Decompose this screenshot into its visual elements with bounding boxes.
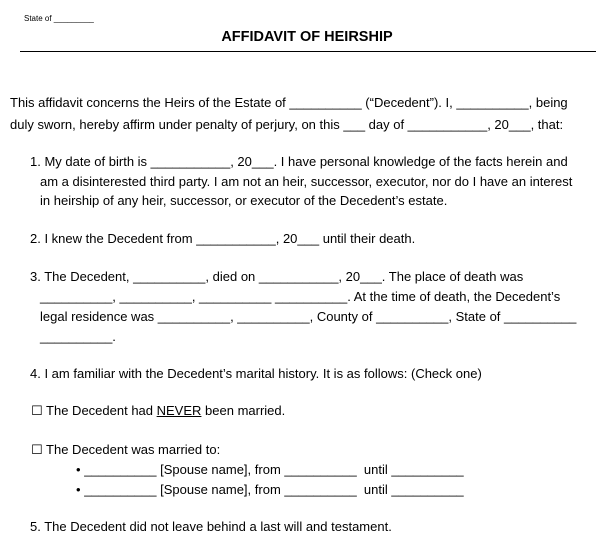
spouse-entry-text: __________ [Spouse name], from __________ until __________ — [84, 462, 464, 477]
item-2-paragraph: 2. I knew the Decedent from ___________, 20___ until their death. — [30, 231, 416, 246]
item-line: in heirship of any heir, successor, or executor of the Decedent’s estate. — [40, 193, 448, 208]
item-4-paragraph: 4. I am familiar with the Decedent’s marital history. It is as follows: (Check one) — [30, 366, 482, 381]
intro-line: This affidavit concerns the Heirs of the Estate of __________ (“Decedent”). I, __________, being — [10, 95, 568, 110]
bullet-icon: • — [76, 482, 81, 497]
spouse-list-item — [76, 480, 464, 499]
option-text: The Decedent had — [46, 403, 157, 418]
item-line: 3. The Decedent, __________, died on ___________, 20___. The place of death was — [30, 269, 524, 284]
state-of-field: State of _________ — [24, 14, 94, 23]
item-line: __________, __________, __________ __________. At the time of death, the Decedent’s — [40, 289, 561, 304]
option-text: been married. — [201, 403, 286, 418]
option-text: The Decedent was married to: — [46, 442, 221, 457]
bullet-icon: • — [76, 462, 81, 477]
checkbox-icon[interactable]: ☐ — [31, 403, 43, 418]
spouse-list-item — [76, 460, 464, 479]
checkbox-option-never-married[interactable] — [31, 401, 285, 420]
item-line: legal residence was __________, __________, County of __________, State of __________ — [40, 309, 577, 324]
item-line: am a disinterested third party. I am not an heir, successor, executor, nor do I have an interest — [40, 174, 573, 189]
checkbox-icon[interactable]: ☐ — [31, 442, 43, 457]
item-line: 1. My date of birth is ___________, 20___. I have personal knowledge of the facts herein and — [30, 154, 568, 169]
spouse-entry-text: __________ [Spouse name], from __________ until __________ — [84, 482, 464, 497]
title-divider — [20, 51, 596, 52]
document-title: AFFIDAVIT OF HEIRSHIP — [221, 29, 393, 45]
item-5-paragraph: 5. The Decedent did not leave behind a last will and testament. — [30, 519, 392, 534]
never-emphasis: NEVER — [156, 403, 202, 418]
checkbox-option-was-married[interactable] — [31, 440, 220, 459]
intro-line: duly sworn, hereby affirm under penalty of perjury, on this ___ day of ___________, 20___, that: — [10, 117, 564, 132]
item-line: __________. — [40, 329, 116, 344]
